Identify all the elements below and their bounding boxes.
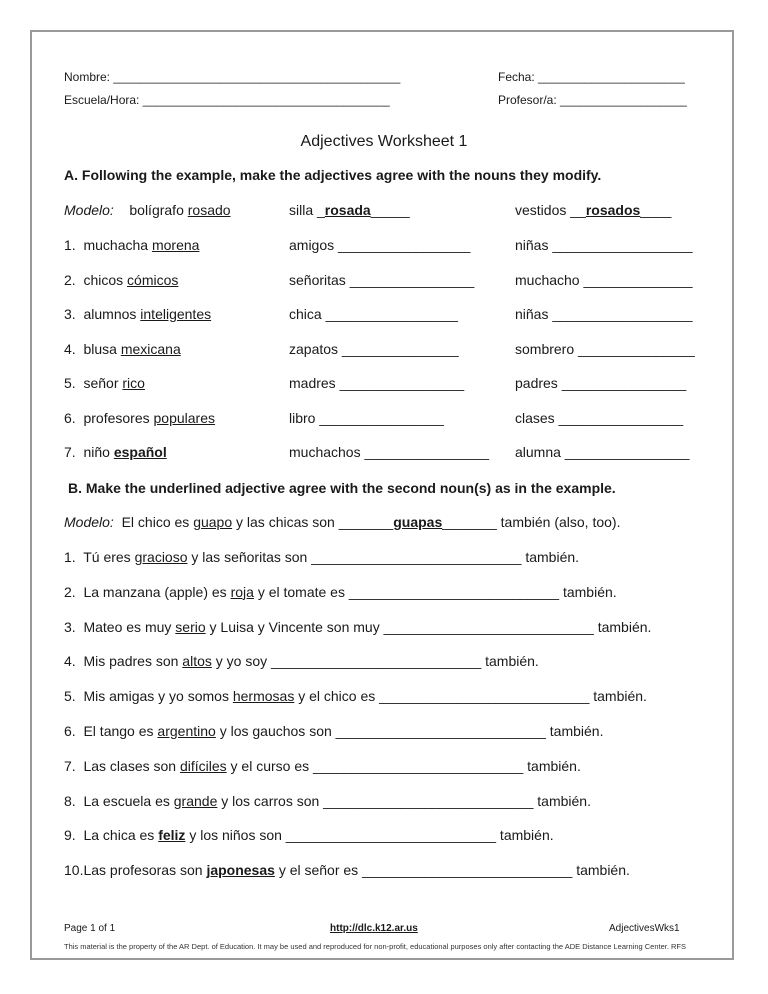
modelo-noun: bolígrafo bbox=[129, 202, 184, 218]
row-adjective: mexicana bbox=[120, 340, 181, 357]
row-prefix: Las profesoras son bbox=[83, 862, 203, 879]
section-a-row-1-blank-3: niñas __________________ bbox=[515, 237, 693, 253]
row-number: 7. bbox=[64, 444, 76, 460]
section-a-row-2 bbox=[64, 272, 178, 288]
section-b-row-8 bbox=[64, 793, 591, 809]
section-b-row-1 bbox=[64, 549, 579, 565]
row-suffix: y las señoritas son ___________________________ también. bbox=[191, 549, 580, 565]
section-a-row-2-blank-3: muchacho ______________ bbox=[515, 271, 693, 288]
row-noun: chicos bbox=[83, 271, 124, 288]
section-a-modelo-col3 bbox=[515, 202, 671, 218]
row-prefix: Mateo es muy bbox=[83, 618, 172, 635]
modelo-b-adjective: guapo bbox=[193, 514, 233, 530]
row-number: 9. bbox=[64, 827, 76, 844]
modelo-col2-prefix: silla _ bbox=[289, 202, 325, 218]
row-noun: niño bbox=[83, 444, 110, 460]
row-number: 5. bbox=[64, 688, 76, 705]
section-a-row-2-blank-2: señoritas ________________ bbox=[289, 271, 475, 288]
row-number: 6. bbox=[64, 409, 76, 426]
section-a-row-3-blank-2: chica _________________ bbox=[289, 306, 458, 322]
modelo-col2-answer: rosada bbox=[324, 202, 371, 218]
worksheet-code: AdjectivesWks1 bbox=[609, 923, 680, 934]
row-adjective: gracioso bbox=[134, 549, 188, 565]
name-field: Nombre: ___________________________________________ bbox=[64, 70, 401, 84]
section-a-row-5 bbox=[64, 375, 145, 391]
row-adjective: serio bbox=[175, 618, 206, 635]
row-number: 3. bbox=[64, 618, 76, 635]
row-adjective: cómicos bbox=[127, 271, 179, 288]
modelo-col3-answer: rosados bbox=[585, 202, 641, 218]
row-suffix: y el curso es ___________________________ también. bbox=[230, 757, 581, 774]
row-number: 6. bbox=[64, 723, 76, 739]
row-adjective: hermosas bbox=[232, 688, 295, 705]
row-adjective: japonesas bbox=[206, 862, 275, 879]
modelo-b-middle: y las chicas son _______ bbox=[236, 514, 394, 530]
row-adjective: difíciles bbox=[179, 757, 227, 774]
row-prefix: Mis padres son bbox=[83, 653, 179, 670]
row-number: 2. bbox=[64, 271, 76, 288]
section-b-row-7 bbox=[64, 758, 581, 774]
row-suffix: y el señor es ___________________________ también. bbox=[278, 862, 630, 879]
row-number: 1. bbox=[64, 549, 76, 565]
row-suffix: y yo soy ___________________________ también. bbox=[215, 653, 539, 670]
modelo-col3-suffix: ____ bbox=[640, 202, 672, 218]
row-number: 2. bbox=[64, 583, 76, 600]
section-a-row-7-blank-2: muchachos ________________ bbox=[289, 444, 490, 460]
row-number: 8. bbox=[64, 792, 76, 809]
section-b-row-2 bbox=[64, 584, 617, 600]
row-adjective: inteligentes bbox=[140, 306, 212, 322]
section-b-row-4 bbox=[64, 653, 539, 669]
modelo-b-label: Modelo: bbox=[64, 514, 114, 530]
row-prefix: La chica es bbox=[83, 827, 155, 844]
footer-link[interactable]: http://dlc.k12.ar.us bbox=[330, 923, 418, 934]
row-noun: blusa bbox=[83, 340, 117, 357]
modelo-label: Modelo: bbox=[64, 202, 114, 218]
section-a-heading: A. Following the example, make the adjectives agree with the nouns they modify. bbox=[64, 167, 602, 183]
page-number: Page 1 of 1 bbox=[64, 923, 116, 934]
section-a-row-6 bbox=[64, 410, 215, 426]
row-adjective: morena bbox=[151, 237, 200, 253]
row-noun: alumnos bbox=[83, 306, 137, 322]
row-number: 3. bbox=[64, 306, 76, 322]
row-noun: muchacha bbox=[83, 237, 149, 253]
section-a-row-6-blank-2: libro ________________ bbox=[289, 409, 444, 426]
row-suffix: y el chico es ___________________________ también. bbox=[298, 688, 647, 705]
row-adjective: populares bbox=[153, 409, 216, 426]
row-prefix: Las clases son bbox=[83, 757, 177, 774]
section-a-modelo-col1 bbox=[64, 202, 231, 218]
section-a-row-1 bbox=[64, 237, 199, 253]
copyright-notice: This material is the property of the AR Dept. of Education. It may be used and reproduced for non-profit, educational purposes only after contacting the ADE Distance Learning Center. RFS bbox=[64, 942, 687, 951]
date-field: Fecha: ______________________ bbox=[498, 70, 685, 84]
row-suffix: y los niños son ___________________________ también. bbox=[189, 827, 554, 844]
section-b-row-10 bbox=[64, 862, 630, 878]
row-number: 7. bbox=[64, 757, 76, 774]
page-title: Adjectives Worksheet 1 bbox=[300, 133, 468, 150]
row-prefix: La manzana (apple) es bbox=[83, 583, 227, 600]
row-number: 4. bbox=[64, 653, 76, 670]
section-b-heading: B. Make the underlined adjective agree with the second noun(s) as in the example. bbox=[68, 480, 616, 496]
row-prefix: El tango es bbox=[83, 723, 154, 739]
section-b-row-9 bbox=[64, 827, 554, 843]
section-a-row-3 bbox=[64, 306, 211, 322]
row-suffix: y los gauchos son ___________________________ también. bbox=[219, 723, 604, 739]
row-adjective: argentino bbox=[157, 723, 216, 739]
section-a-row-4 bbox=[64, 341, 181, 357]
row-prefix: Mis amigas y yo somos bbox=[83, 688, 229, 705]
row-adjective: altos bbox=[182, 653, 212, 670]
row-number: 10. bbox=[64, 862, 84, 879]
section-a-modelo-col2 bbox=[289, 202, 410, 218]
section-b-modelo bbox=[64, 514, 620, 530]
section-a-row-1-blank-2: amigos _________________ bbox=[289, 237, 471, 253]
row-suffix: y el tomate es ___________________________ también. bbox=[257, 583, 617, 600]
row-number: 1. bbox=[64, 237, 76, 253]
school-field: Escuela/Hora: _____________________________________ bbox=[64, 93, 390, 107]
section-a-row-5-blank-2: madres ________________ bbox=[289, 375, 465, 391]
section-a-row-3-blank-3: niñas __________________ bbox=[515, 306, 693, 322]
section-a-row-5-blank-3: padres ________________ bbox=[515, 375, 687, 391]
modelo-adjective: rosado bbox=[187, 202, 231, 218]
row-prefix: La escuela es bbox=[83, 792, 170, 809]
section-a-row-6-blank-3: clases ________________ bbox=[515, 409, 684, 426]
row-suffix: y los carros son ___________________________ también. bbox=[221, 792, 591, 809]
modelo-b-suffix: _______ también (also, too). bbox=[442, 514, 621, 530]
section-b-row-3 bbox=[64, 619, 651, 635]
row-noun: profesores bbox=[83, 409, 150, 426]
row-adjective: rico bbox=[122, 375, 145, 391]
row-adjective: español bbox=[113, 444, 167, 460]
modelo-b-prefix: El chico es bbox=[121, 514, 190, 530]
modelo-col3-prefix: vestidos __ bbox=[515, 202, 586, 218]
section-b-row-6 bbox=[64, 723, 603, 739]
section-a-row-4-blank-3: sombrero _______________ bbox=[515, 340, 695, 357]
row-adjective: roja bbox=[230, 583, 254, 600]
row-suffix: y Luisa y Vincente son muy ___________________________ también. bbox=[209, 618, 652, 635]
row-adjective: grande bbox=[173, 792, 218, 809]
teacher-field: Profesor/a: ___________________ bbox=[498, 93, 687, 107]
section-b-row-5 bbox=[64, 688, 647, 704]
row-noun: señor bbox=[83, 375, 119, 391]
modelo-b-answer: guapas bbox=[393, 514, 443, 530]
row-adjective: feliz bbox=[158, 827, 186, 844]
row-number: 5. bbox=[64, 375, 76, 391]
modelo-col2-suffix: _____ bbox=[370, 202, 410, 218]
section-a-row-7-blank-3: alumna ________________ bbox=[515, 444, 690, 460]
section-a-row-7 bbox=[64, 444, 167, 460]
section-a-row-4-blank-2: zapatos _______________ bbox=[289, 340, 459, 357]
row-number: 4. bbox=[64, 340, 76, 357]
row-prefix: Tú eres bbox=[83, 549, 131, 565]
